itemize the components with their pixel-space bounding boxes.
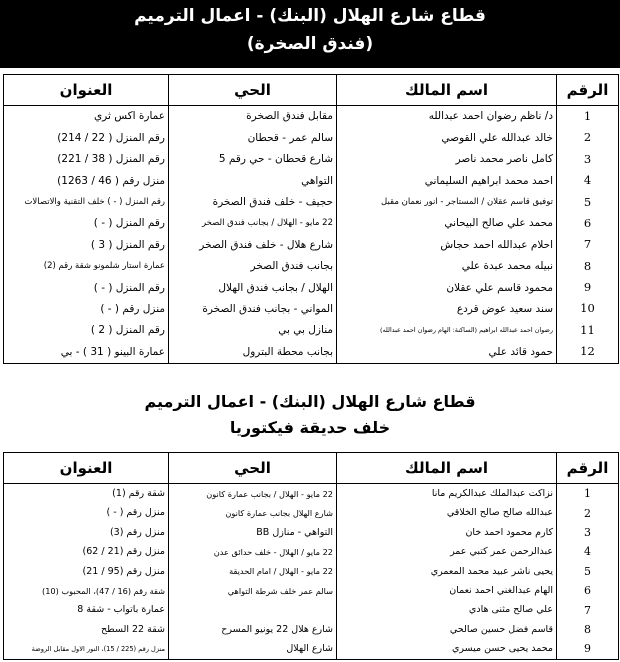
table-row xyxy=(4,341,619,363)
cell-district: 22 مايو - الهلال / بجانب فندق الصخر xyxy=(169,213,337,234)
header-number: الرقم xyxy=(557,453,619,484)
cell-owner: عبدالرحمن عمر كتبي عمر xyxy=(337,542,557,561)
cell-district xyxy=(169,600,337,619)
cell-owner: كارم محمود احمد خان xyxy=(337,523,557,542)
cell-district: 22 مايو - الهلال / بجانب عمارة كانون xyxy=(169,484,337,504)
cell-address: عمارة البينو ( 31 ) - بي xyxy=(4,341,169,363)
cell-district: حجيف - خلف فندق الصخرة xyxy=(169,192,337,213)
section-2-title: قطاع شارع الهلال (البنك) - اعمال الترميم xyxy=(144,392,476,411)
cell-district: 22 مايو - الهلال / امام الحديقة xyxy=(169,562,337,581)
cell-number: 3 xyxy=(557,149,619,170)
header-owner: اسم المالك xyxy=(337,75,557,106)
cell-owner: قاسم فضل حسين صالحي xyxy=(337,620,557,639)
header-address: العنوان xyxy=(4,453,169,484)
cell-owner: يحيى ناشر عبيد محمد المعمري xyxy=(337,562,557,581)
cell-owner: احلام عبدالله احمد حجاش xyxy=(337,234,557,255)
table-row xyxy=(4,106,619,128)
cell-address: رقم المنزل ( 22 / 214) xyxy=(4,127,169,148)
cell-owner: محمد علي صالح البيحاني xyxy=(337,213,557,234)
cell-number: 9 xyxy=(557,277,619,298)
cell-owner: رضوان احمد عبدالله ابراهيم (الساكنة: الهام رضوان احمد عبدالله) xyxy=(337,320,557,341)
cell-district: شارع قحطان - حي رقم 5 xyxy=(169,149,337,170)
cell-district: سالم عمر خلف شرطة التواهي xyxy=(169,581,337,600)
cell-district: مقابل فندق الصخرة xyxy=(169,106,337,128)
table-row xyxy=(4,581,619,600)
cell-number: 11 xyxy=(557,320,619,341)
cell-owner: د/ ناظم رضوان احمد عبدالله xyxy=(337,106,557,128)
cell-district: بجانب محطة البترول xyxy=(169,341,337,363)
owners-table-1 xyxy=(3,74,619,364)
table-row xyxy=(4,562,619,581)
cell-owner: محمود قاسم علي عقلان xyxy=(337,277,557,298)
table-row xyxy=(4,639,619,659)
cell-owner: سند سعيد عوض قردع xyxy=(337,299,557,320)
section-2-subtitle: خلف حديقة فيكتوريا xyxy=(229,418,391,437)
table-row xyxy=(4,600,619,619)
cell-address: شقة 22 السطح xyxy=(4,620,169,639)
cell-address: منزل رقم ( 46 / 1263) xyxy=(4,170,169,191)
cell-address: رقم المنزل ( - ) xyxy=(4,213,169,234)
cell-number: 8 xyxy=(557,620,619,639)
cell-address: منزل رقم (21 / 62) xyxy=(4,542,169,561)
table-row xyxy=(4,192,619,213)
header-number: الرقم xyxy=(557,75,619,106)
cell-address: رقم المنزل ( - ) خلف التقنية والاتصالات xyxy=(4,192,169,213)
cell-owner: الهام عبدالغني احمد نعمان xyxy=(337,581,557,600)
cell-address: منزل رقم (225 / 15)، النور الاول مقابل الروضة xyxy=(4,639,169,659)
cell-address: منزل رقم ( - ) xyxy=(4,299,169,320)
owners-table-2 xyxy=(3,452,619,660)
cell-number: 9 xyxy=(557,639,619,659)
header-banner xyxy=(0,0,620,68)
cell-number: 8 xyxy=(557,256,619,277)
cell-number: 10 xyxy=(557,299,619,320)
cell-address: عمارة استار شلمونو شقة رقم (2) xyxy=(4,256,169,277)
cell-number: 4 xyxy=(557,170,619,191)
banner-title: قطاع شارع الهلال (البنك) - اعمال الترميم xyxy=(134,6,486,26)
cell-number: 2 xyxy=(557,127,619,148)
cell-address: منزل رقم (3) xyxy=(4,523,169,542)
cell-district: التواهي xyxy=(169,170,337,191)
cell-district: الهلال / بجانب فندق الهلال xyxy=(169,277,337,298)
table-row xyxy=(4,503,619,522)
header-district: الحي xyxy=(169,75,337,106)
cell-address: منزل رقم ( - ) xyxy=(4,503,169,522)
table-row xyxy=(4,620,619,639)
table-row xyxy=(4,484,619,504)
table-row xyxy=(4,277,619,298)
table-header-row xyxy=(4,75,619,106)
cell-district: شارع هلال - خلف فندق الصخر xyxy=(169,234,337,255)
cell-address: منزل رقم (95 / 21) xyxy=(4,562,169,581)
cell-number: 6 xyxy=(557,581,619,600)
cell-number: 4 xyxy=(557,542,619,561)
cell-district: بجانب فندق الصخر xyxy=(169,256,337,277)
cell-owner: نبيله محمد عبدة علي xyxy=(337,256,557,277)
cell-address: رقم المنزل ( 2 ) xyxy=(4,320,169,341)
cell-number: 2 xyxy=(557,503,619,522)
cell-address: رقم المنزل ( 38 / 221) xyxy=(4,149,169,170)
cell-owner: احمد محمد ابراهيم السليماني xyxy=(337,170,557,191)
cell-address: عمارة اكس ثري xyxy=(4,106,169,128)
cell-district: شارع هلال 22 يونيو المسرح xyxy=(169,620,337,639)
cell-district: 22 مايو / الهلال - خلف حدائق عدن xyxy=(169,542,337,561)
cell-number: 5 xyxy=(557,562,619,581)
cell-district: التواهي - منازل BB xyxy=(169,523,337,542)
cell-number: 5 xyxy=(557,192,619,213)
cell-owner: توفيق قاسم عقلان / المستاجر - انور نعمان مقبل xyxy=(337,192,557,213)
table-row xyxy=(4,523,619,542)
table-row xyxy=(4,170,619,191)
cell-owner: علي صالح مثنى هادي xyxy=(337,600,557,619)
cell-owner: نزاكت عبدالملك عبدالكريم مانا xyxy=(337,484,557,504)
cell-district: شارع الهلال xyxy=(169,639,337,659)
cell-number: 7 xyxy=(557,600,619,619)
table-row xyxy=(4,320,619,341)
table-row xyxy=(4,127,619,148)
cell-district: سالم عمر - قحطان xyxy=(169,127,337,148)
cell-owner: عبدالله صالح صالح الخلاقي xyxy=(337,503,557,522)
table-header-row xyxy=(4,453,619,484)
table-row xyxy=(4,542,619,561)
cell-owner: كامل ناصر محمد ناصر xyxy=(337,149,557,170)
cell-number: 1 xyxy=(557,484,619,504)
table-row xyxy=(4,299,619,320)
cell-address: رقم المنزل ( - ) xyxy=(4,277,169,298)
cell-number: 6 xyxy=(557,213,619,234)
table-row xyxy=(4,256,619,277)
cell-owner: محمد يحيى حسن ميسري xyxy=(337,639,557,659)
header-owner: اسم المالك xyxy=(337,453,557,484)
cell-address: عمارة باتواب - شقة 8 xyxy=(4,600,169,619)
table-row xyxy=(4,149,619,170)
table-row xyxy=(4,234,619,255)
cell-address: شقة رقم (1) xyxy=(4,484,169,504)
cell-number: 7 xyxy=(557,234,619,255)
cell-number: 12 xyxy=(557,341,619,363)
cell-number: 1 xyxy=(557,106,619,128)
cell-address: شقة رقم (16 / 47)، المحبوب (10) xyxy=(4,581,169,600)
cell-number: 3 xyxy=(557,523,619,542)
cell-owner: خالد عبدالله علي القوصي xyxy=(337,127,557,148)
cell-district: شارع الهلال بجانب عمارة كانون xyxy=(169,503,337,522)
cell-district: المواني - بجانب فندق الصخرة xyxy=(169,299,337,320)
cell-owner: حمود قائد علي xyxy=(337,341,557,363)
table-row xyxy=(4,213,619,234)
banner-subtitle: (فندق الصخرة) xyxy=(246,34,374,54)
header-district: الحي xyxy=(169,453,337,484)
header-address: العنوان xyxy=(4,75,169,106)
cell-district: منازل بي بي xyxy=(169,320,337,341)
cell-address: رقم المنزل ( 3 ) xyxy=(4,234,169,255)
